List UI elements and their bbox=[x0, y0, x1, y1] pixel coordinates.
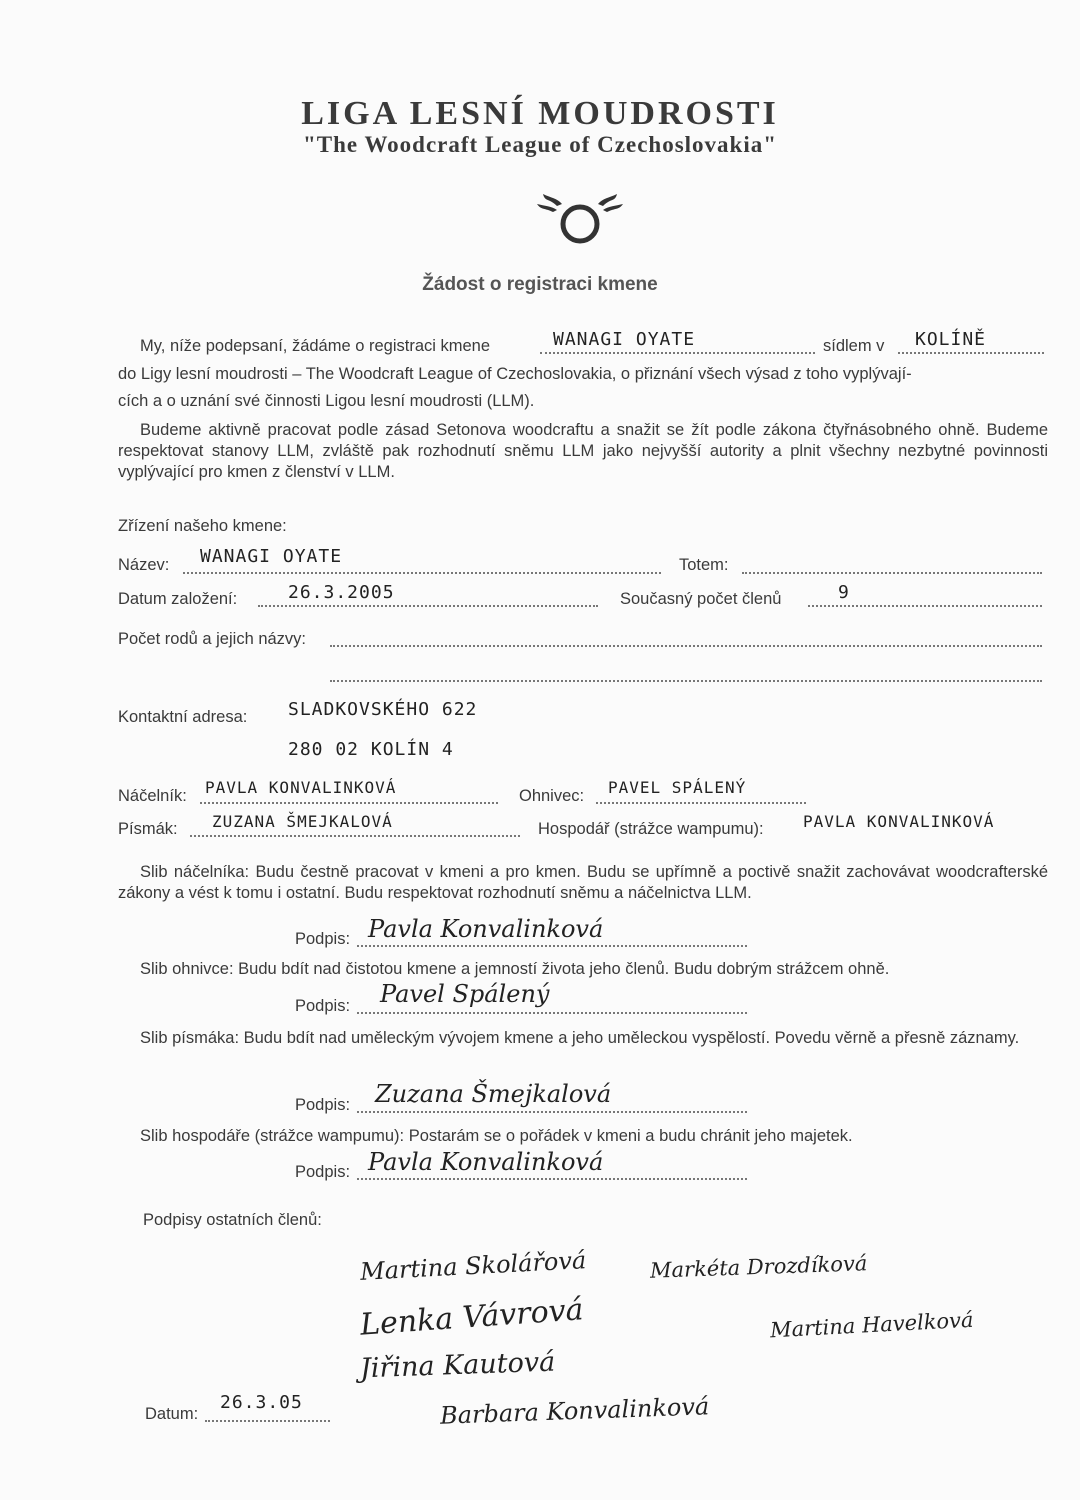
scribe-signature: Zuzana Šmejkalová bbox=[375, 1080, 612, 1108]
name-value: WANAGI OYATE bbox=[200, 546, 343, 567]
members-value: 9 bbox=[838, 582, 850, 603]
date-label: Datum: bbox=[145, 1405, 199, 1423]
founded-label: Datum založení: bbox=[118, 590, 238, 608]
treasurer-signature: Pavla Konvalinková bbox=[368, 1148, 604, 1176]
treasurer-signature-line bbox=[357, 1178, 747, 1180]
member-signature-3: Lenka Vávrová bbox=[359, 1292, 585, 1343]
address-line-2: 280 02 KOLÍN 4 bbox=[288, 739, 454, 760]
members-line bbox=[808, 605, 1042, 607]
member-signature-1: Martina Skolářová bbox=[359, 1246, 587, 1286]
scribe-value: ZUZANA ŠMEJKALOVÁ bbox=[212, 812, 393, 831]
firekeeper-signature: Pavel Spálený bbox=[380, 980, 550, 1008]
firekeeper-signature-line bbox=[357, 1012, 747, 1014]
chief-signature: Pavla Konvalinková bbox=[368, 915, 604, 943]
totem-line bbox=[742, 572, 1042, 574]
scribe-line bbox=[190, 835, 520, 837]
treasurer-signature-label: Podpis: bbox=[295, 1163, 351, 1181]
establishment-heading: Zřízení našeho kmene: bbox=[118, 517, 287, 535]
founded-value: 26.3.2005 bbox=[288, 582, 395, 603]
member-signature-6: Barbara Konvalinková bbox=[439, 1392, 710, 1430]
treasurer-label: Hospodář (strážce wampumu): bbox=[538, 820, 764, 838]
chief-signature-line bbox=[357, 945, 747, 947]
chief-signature-label: Podpis: bbox=[295, 930, 351, 948]
member-signature-5: Jiřina Kautová bbox=[359, 1346, 556, 1385]
date-line bbox=[205, 1420, 330, 1422]
intro-line-2: do Ligy lesní moudrosti – The Woodcraft League of Czechoslovakia, o přiznání všech výsad z toho vyplývají- bbox=[118, 365, 912, 383]
intro-line-3: cích a o uznání své činnosti Ligou lesní moudrosti (LLM). bbox=[118, 392, 535, 410]
scribe-label: Písmák: bbox=[118, 820, 178, 838]
member-signature-2: Markéta Drozdíková bbox=[649, 1251, 868, 1283]
chief-oath bbox=[118, 862, 1048, 906]
intro-text-start: My, níže podepsaní, žádáme o registraci kmene bbox=[140, 337, 491, 355]
name-line bbox=[183, 572, 661, 574]
form-title: Žádost o registraci kmene bbox=[422, 274, 658, 295]
chief-value: PAVLA KONVALINKOVÁ bbox=[205, 778, 397, 797]
treasurer-oath: Slib hospodáře (strážce wampumu): Postarám se o pořádek v kmeni a budu chránit jeho majetek. bbox=[140, 1127, 853, 1145]
date-value: 26.3.05 bbox=[220, 1392, 303, 1413]
scribe-oath bbox=[118, 1028, 1048, 1072]
commitment-paragraph bbox=[118, 420, 1048, 500]
address-line-1: SLADKOVSKÉHO 622 bbox=[288, 699, 478, 720]
tribe-name-value: WANAGI OYATE bbox=[553, 329, 696, 350]
seat-label: sídlem v bbox=[823, 337, 885, 355]
seat-value: KOLÍNĚ bbox=[915, 329, 987, 350]
chief-label: Náčelník: bbox=[118, 787, 187, 805]
treasurer-value: PAVLA KONVALINKOVÁ bbox=[803, 812, 995, 831]
seat-line bbox=[898, 352, 1044, 354]
members-label: Současný počet členů bbox=[620, 590, 782, 608]
league-subtitle: "The Woodcraft League of Czechoslovakia" bbox=[303, 132, 777, 157]
clans-label: Počet rodů a jejich názvy: bbox=[118, 630, 307, 648]
league-title: LIGA LESNÍ MOUDROSTI bbox=[301, 95, 779, 132]
totem-label: Totem: bbox=[679, 556, 729, 574]
chief-oath-text: Slib náčelníka: Budu čestně pracovat v kmeni a pro kmen. Budu se upřímně a poctivě snažit zachovávat woodcrafterské zákony a vést k tomu i ostatní. Budu respektovat rozhodnutí sněmu a náčelnictva LLM. bbox=[118, 863, 1048, 902]
tribe-name-line bbox=[540, 352, 815, 354]
league-emblem-icon bbox=[535, 190, 625, 250]
members-signatures-label: Podpisy ostatních členů: bbox=[143, 1211, 322, 1229]
firekeeper-line bbox=[596, 802, 806, 804]
firekeeper-oath: Slib ohnivce: Budu bdít nad čistotou kmene a jemností života jeho členů. Budu dobrým strážcem ohně. bbox=[140, 960, 890, 978]
name-label: Název: bbox=[118, 556, 170, 574]
address-label: Kontaktní adresa: bbox=[118, 708, 248, 726]
clans-line-1 bbox=[330, 645, 1042, 647]
scribe-signature-line bbox=[357, 1111, 747, 1113]
clans-line-2 bbox=[330, 680, 1042, 682]
scribe-signature-label: Podpis: bbox=[295, 1096, 351, 1114]
firekeeper-label: Ohnivec: bbox=[519, 787, 585, 805]
firekeeper-value: PAVEL SPÁLENÝ bbox=[608, 778, 747, 797]
firekeeper-signature-label: Podpis: bbox=[295, 997, 351, 1015]
scribe-oath-text: Slib písmáka: Budu bdít nad uměleckým vývojem kmene a jeho uměleckou vyspělostí. Povedu věrně a přesně záznamy. bbox=[140, 1029, 1020, 1047]
commitment-text: Budeme aktivně pracovat podle zásad Setonova woodcraftu a snažit se žít podle zákona čtyřnásobného ohně. Budeme respektovat stanovy LLM, zvláště pak rozhodnutí sněmu LLM jako nejvyšší autority a plnit všechny nezbytné povinnosti vyplývající pro kmen z členství v LLM. bbox=[118, 421, 1048, 481]
member-signature-4: Martina Havelková bbox=[769, 1307, 975, 1343]
chief-line bbox=[200, 802, 498, 804]
founded-line bbox=[258, 605, 598, 607]
